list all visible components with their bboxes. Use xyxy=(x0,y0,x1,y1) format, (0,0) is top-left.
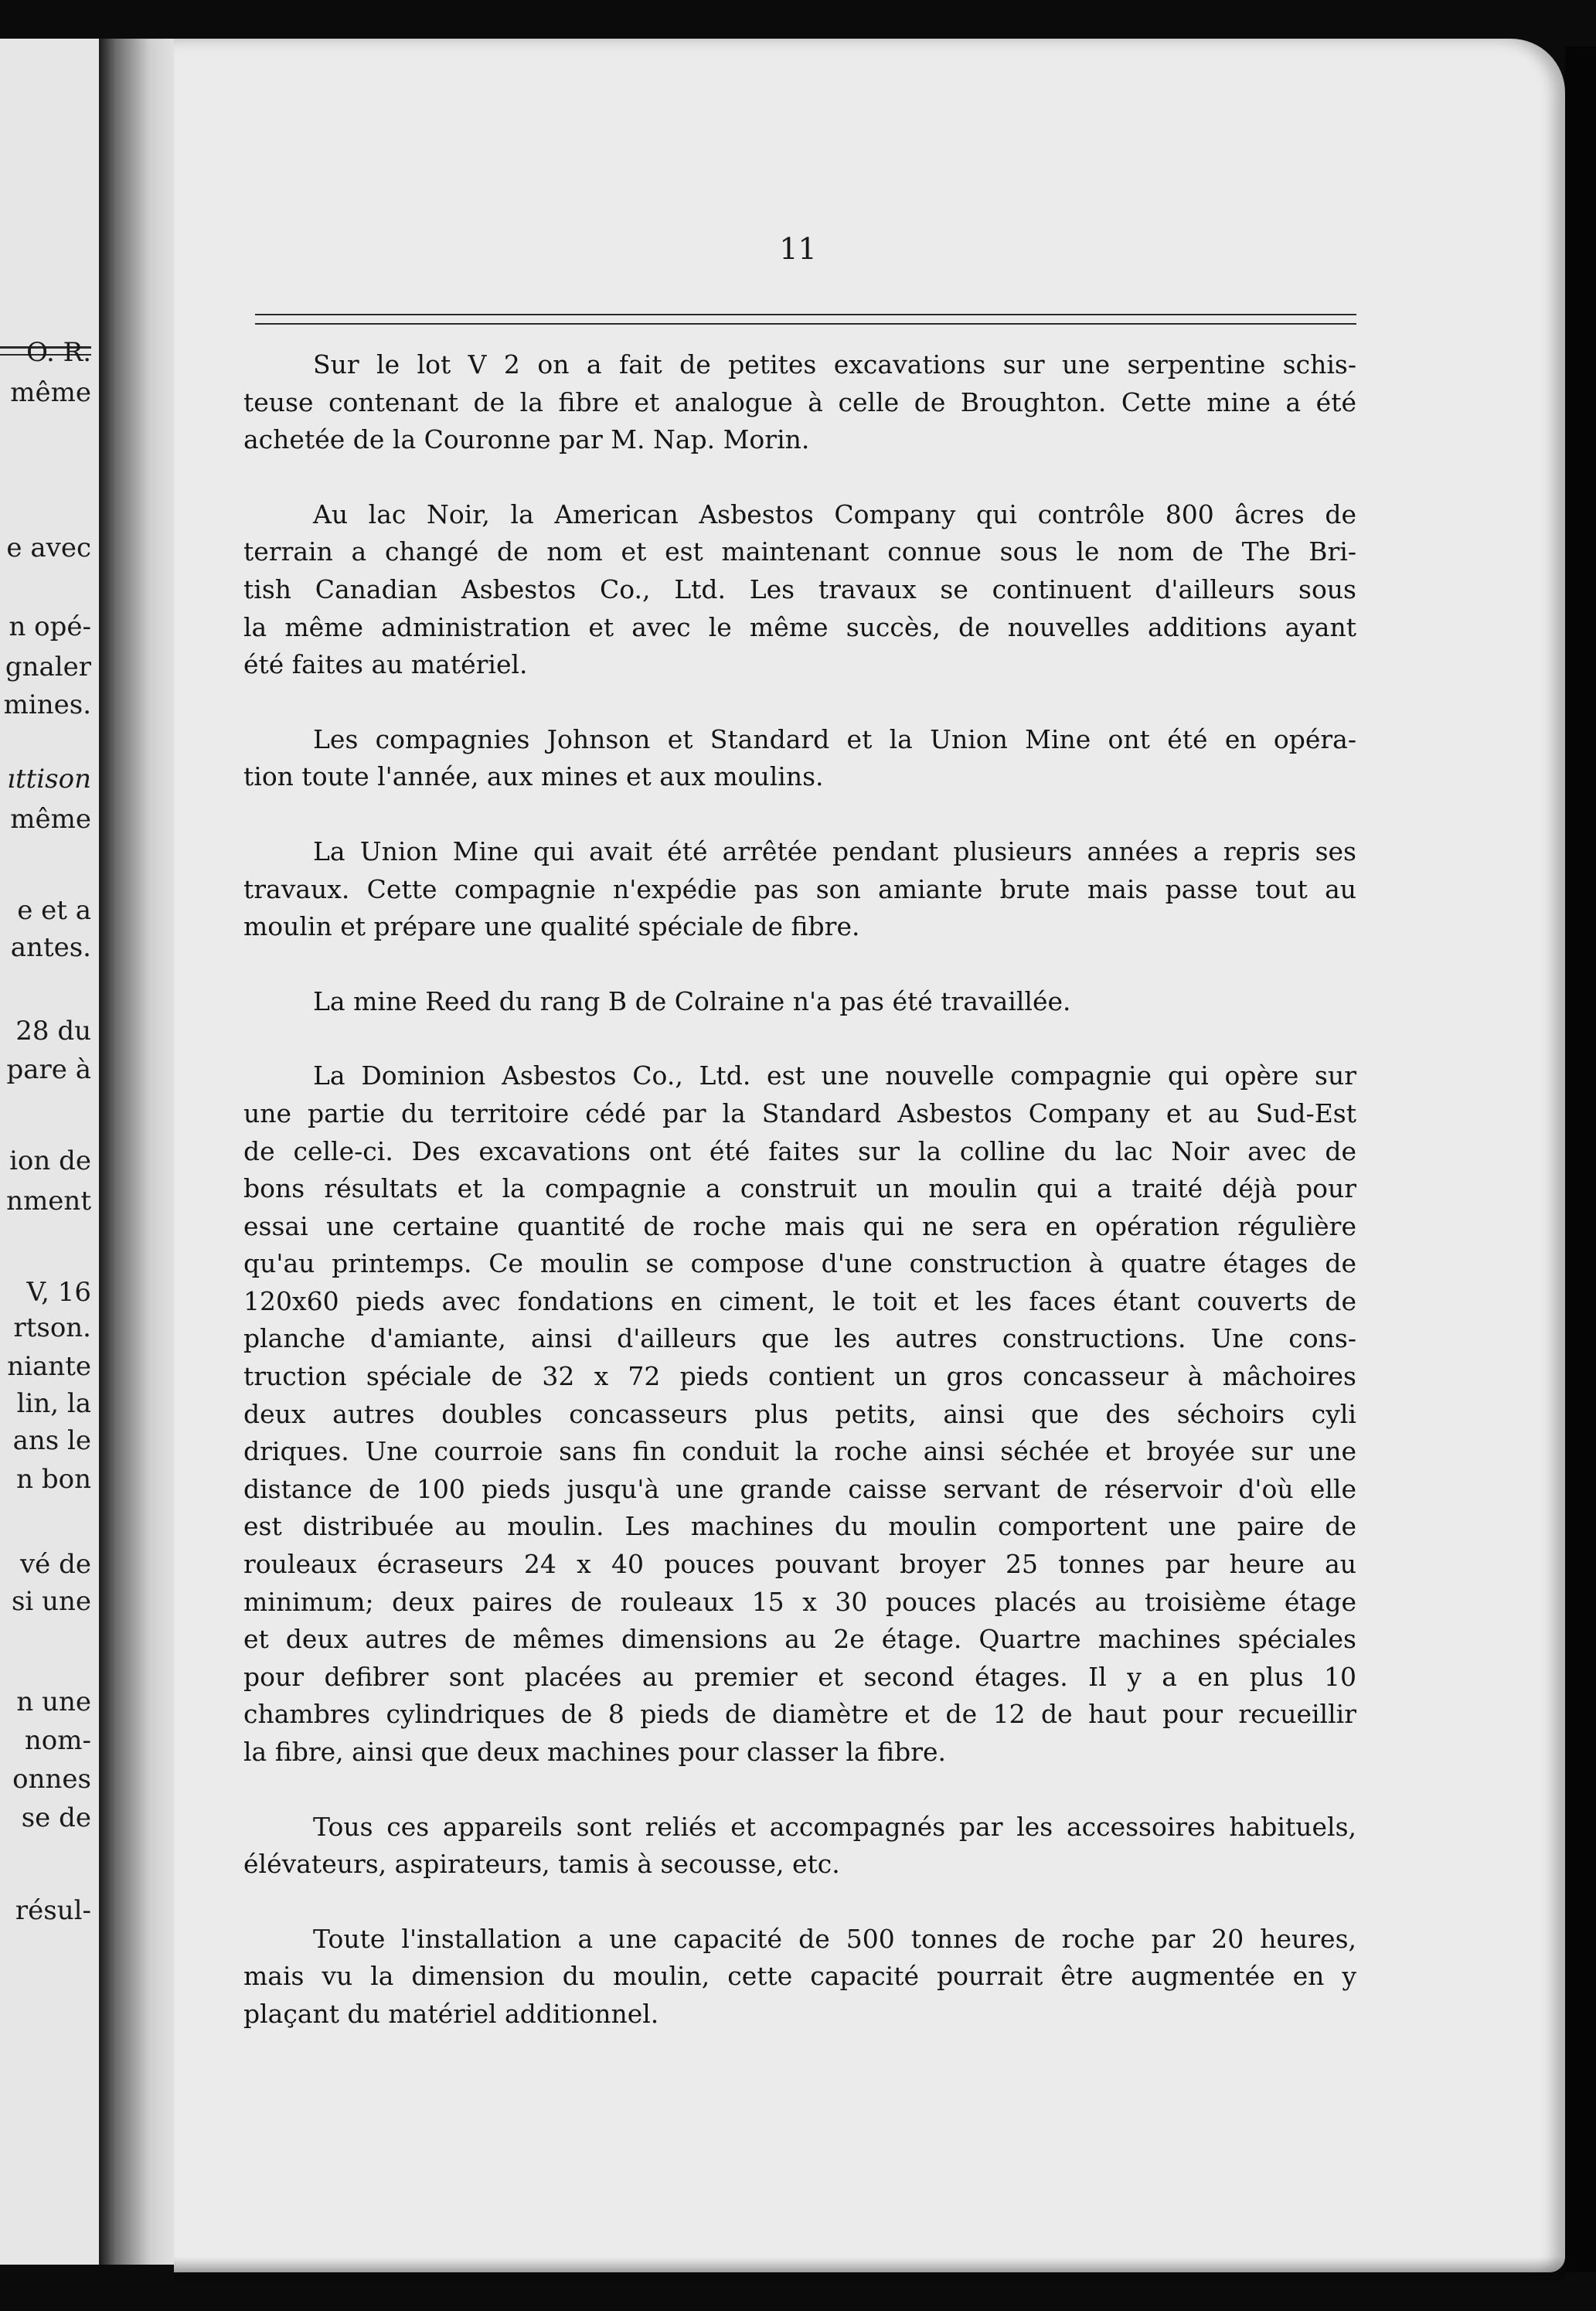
left-page-text-fragment: lin, la xyxy=(16,1388,91,1419)
text-line: été faites au matériel. xyxy=(243,649,528,680)
left-page-text-fragment: e et a xyxy=(17,895,91,926)
paragraph xyxy=(243,1809,1356,1884)
left-page-text-fragment: même xyxy=(10,377,91,408)
left-page-text-fragment: antes. xyxy=(10,932,91,963)
text-line: tish Canadian Asbestos Co., Ltd. Les travaux se continuent d'ailleurs sous xyxy=(243,573,1356,604)
left-page-fragment xyxy=(0,39,99,2265)
text-line: terrain a changé de nom et est maintenant connue sous le nom de The Bri- xyxy=(243,536,1356,567)
text-line: mais vu la dimension du moulin, cette capacité pourrait être augmentée en y xyxy=(243,1961,1356,1992)
text-line: planche d'amiante, ainsi d'ailleurs que les autres constructions. Une cons- xyxy=(243,1323,1356,1354)
left-page-text-fragment: n bon xyxy=(16,1464,91,1495)
text-line: truction spéciale de 32 x 72 pieds contient un gros concasseur à mâchoires xyxy=(243,1361,1356,1392)
header-rule xyxy=(255,323,1356,325)
left-page-text-fragment: résul- xyxy=(15,1895,91,1926)
text-line: Toute l'installation a une capacité de 500 tonnes de roche par 20 heures, xyxy=(313,1923,1356,1954)
text-line: 120x60 pieds avec fondations en ciment, le toit et les faces étant couverts de xyxy=(243,1285,1356,1316)
text-line: une partie du territoire cédé par la Standard Asbestos Company et au Sud-Est xyxy=(243,1098,1356,1128)
text-line: travaux. Cette compagnie n'expédie pas son amiante brute mais passe tout au xyxy=(243,873,1356,904)
left-page-text-fragment: ans le xyxy=(12,1425,91,1456)
left-page-text-fragment: se de xyxy=(21,1802,91,1833)
text-line: La Dominion Asbestos Co., Ltd. est une nouvelle compagnie qui opère sur xyxy=(313,1060,1356,1091)
left-page-text-fragment: V, 16 xyxy=(26,1277,91,1308)
text-line: teuse contenant de la fibre et analogue à celle de Broughton. Cette mine a été xyxy=(243,386,1356,417)
text-line: chambres cylindriques de 8 pieds de diamètre et de 12 de haut pour recueillir xyxy=(243,1699,1356,1730)
text-line: deux autres doubles concasseurs plus petits, ainsi que des séchoirs cyli xyxy=(243,1398,1356,1429)
left-page-text-fragment: niante xyxy=(7,1351,91,1382)
left-page-text-fragment: nment xyxy=(6,1186,91,1217)
text-line: moulin et prépare une qualité spéciale de fibre. xyxy=(243,911,860,942)
left-page-text-fragment: nom- xyxy=(24,1725,91,1756)
text-line: Sur le lot V 2 on a fait de petites excavations sur une serpentine schis- xyxy=(313,349,1356,379)
left-page-text-fragment: O. R. xyxy=(26,337,91,368)
text-line: pour defibrer sont placées au premier et second étages. Il y a en plus 10 xyxy=(243,1661,1356,1692)
text-line: et deux autres de mêmes dimensions au 2e étage. Quartre machines spéciales xyxy=(243,1624,1356,1655)
page-number: 11 xyxy=(779,232,817,266)
left-page-text-fragment: vé de xyxy=(19,1549,91,1580)
paragraph xyxy=(243,346,1356,459)
paragraph xyxy=(243,721,1356,796)
header-rule xyxy=(255,314,1356,315)
paragraph xyxy=(243,1057,1356,1771)
text-line: minimum; deux paires de rouleaux 15 x 30 pouces placés au troisième étage xyxy=(243,1586,1356,1617)
text-line: achetée de la Couronne par M. Nap. Morin. xyxy=(243,424,810,455)
paragraph xyxy=(243,1921,1356,2034)
left-page-text-fragment: gnaler xyxy=(5,652,91,682)
paragraph xyxy=(243,833,1356,946)
text-line: La mine Reed du rang B de Colraine n'a pas été travaillée. xyxy=(313,985,1071,1016)
text-line: élévateurs, aspirateurs, tamis à secousse, etc. xyxy=(243,1849,840,1880)
left-page-text-fragment: si une xyxy=(11,1586,91,1617)
text-line: est distribuée au moulin. Les machines du moulin comportent une paire de xyxy=(243,1511,1356,1542)
left-page-text-fragment: même xyxy=(10,804,91,835)
left-page-text-fragment: mines. xyxy=(3,689,91,720)
book-gutter-shadow xyxy=(99,39,184,2265)
left-page-text-fragment: pare à xyxy=(6,1054,91,1085)
text-line: Les compagnies Johnson et Standard et la Union Mine ont été en opéra- xyxy=(313,723,1356,754)
text-line: tion toute l'année, aux mines et aux moulins. xyxy=(243,761,824,792)
left-page-text-fragment: 28 du xyxy=(15,1016,91,1047)
text-line: La Union Mine qui avait été arrêtée pendant plusieurs années a repris ses xyxy=(313,836,1356,866)
page-bottom-shadow xyxy=(174,2257,1565,2280)
page-edge-shadow xyxy=(1565,46,1596,2272)
text-line: essai une certaine quantité de roche mais qui ne sera en opération régulière xyxy=(243,1210,1356,1241)
left-page-text-fragment: rtson. xyxy=(13,1312,91,1343)
left-page-text-fragment: n opé- xyxy=(9,611,91,642)
text-line: plaçant du matériel additionnel. xyxy=(243,1998,659,2029)
left-page-text-fragment: onnes xyxy=(12,1764,91,1795)
left-page-text-fragment: ion de xyxy=(9,1145,91,1176)
text-line: bons résultats et la compagnie a construit un moulin qui a traité déjà pour xyxy=(243,1173,1356,1204)
text-line: distance de 100 pieds jusqu'à une grande caisse servant de réservoir d'où elle xyxy=(243,1473,1356,1504)
text-line: driques. Une courroie sans fin conduit la roche ainsi séchée et broyée sur une xyxy=(243,1436,1356,1467)
text-line: la fibre, ainsi que deux machines pour classer la fibre. xyxy=(243,1737,946,1767)
text-line: la même administration et avec le même succès, de nouvelles additions ayant xyxy=(243,611,1356,642)
text-line: Tous ces appareils sont reliés et accompagnés par les accessoires habituels, xyxy=(313,1811,1356,1842)
text-line: rouleaux écraseurs 24 x 40 pouces pouvant broyer 25 tonnes par heure au xyxy=(243,1549,1356,1580)
body-text xyxy=(243,346,1356,2071)
text-line: Au lac Noir, la American Asbestos Company qui contrôle 800 âcres de xyxy=(313,499,1356,529)
text-line: de celle-ci. Des excavations ont été faites sur la colline du lac Noir avec de xyxy=(243,1135,1356,1166)
paragraph xyxy=(243,496,1356,684)
left-page-text-fragment: ıttison xyxy=(7,764,91,795)
paragraph xyxy=(243,983,1356,1021)
left-page-text-fragment: n une xyxy=(16,1686,91,1717)
text-line: qu'au printemps. Ce moulin se compose d'une construction à quatre étages de xyxy=(243,1248,1356,1279)
left-page-text-fragment: e avec xyxy=(6,533,91,563)
